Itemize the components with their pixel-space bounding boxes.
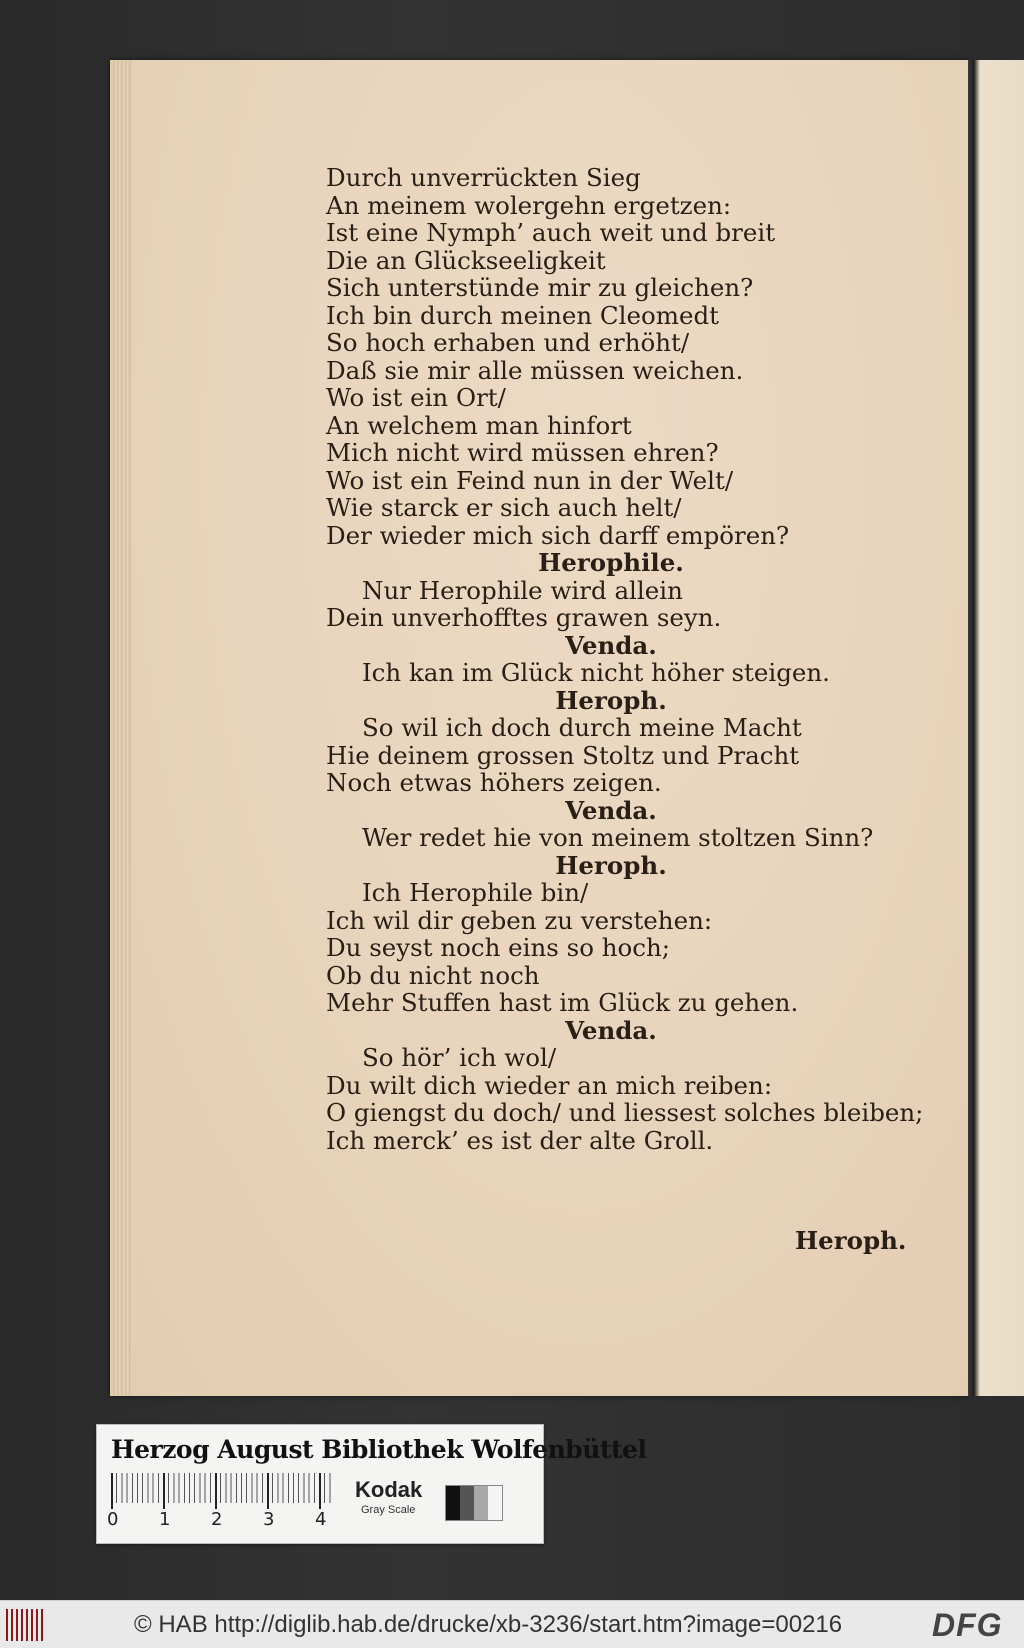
ruler-number: 3 bbox=[263, 1509, 275, 1530]
verse-line: Ist eine Nymph’ auch weit und breit bbox=[326, 218, 776, 247]
verse-line: Sich unterstünde mir zu gleichen? bbox=[326, 273, 754, 302]
library-name: Herzog August Bibliothek Wolfenbüttel bbox=[111, 1435, 647, 1464]
verse-line: Nur Herophile wird allein bbox=[362, 575, 683, 605]
verse-line: Ob du nicht noch bbox=[326, 960, 540, 990]
verse-line: Mehr Stuffen hast im Glück zu gehen. bbox=[326, 988, 799, 1017]
ruler-major-ticks bbox=[111, 1473, 341, 1509]
speaker-name: Herophile. bbox=[538, 548, 684, 577]
verse-line: Der wieder mich sich darff empören? bbox=[326, 520, 790, 550]
page-edge bbox=[110, 60, 132, 1396]
verse-line: Wo ist ein Ort/ bbox=[326, 383, 506, 412]
verse-line: Ich kan im Glück nicht höher steigen. bbox=[362, 658, 830, 687]
catchword: Heroph. bbox=[795, 1226, 907, 1255]
ruler-numbers bbox=[107, 1509, 347, 1533]
verse-line: Wo ist ein Feind nun in der Welt/ bbox=[326, 465, 734, 495]
speaker-name: Heroph. bbox=[555, 685, 667, 715]
verse-line: Die an Glückseeligkeit bbox=[326, 245, 606, 275]
verse-line: Daß sie mir alle müssen weichen. bbox=[326, 355, 744, 385]
verse-line: Du seyst noch eins so hoch; bbox=[326, 933, 671, 962]
verse-line: So hör’ ich wol/ bbox=[362, 1043, 557, 1072]
verse-line: Ich wil dir geben zu verstehen: bbox=[326, 905, 713, 935]
verse-line: Durch unverrückten Sieg bbox=[326, 163, 641, 192]
verse-line: Dein unverhofftes grawen seyn. bbox=[326, 603, 722, 632]
gray-swatches bbox=[445, 1485, 503, 1521]
gray-swatch bbox=[488, 1486, 502, 1520]
verse-line: An welchem man hinfort bbox=[326, 410, 632, 440]
speaker-name: Heroph. bbox=[555, 850, 667, 880]
footer-source-link[interactable]: © HAB http://diglib.hab.de/drucke/xb-3236/start.htm?image=00216 bbox=[134, 1611, 843, 1638]
library-color-card bbox=[96, 1424, 647, 1544]
verse-line: So wil ich doch durch meine Macht bbox=[362, 713, 802, 742]
hab-logo-icon bbox=[6, 1609, 46, 1641]
ruler-number: 1 bbox=[159, 1509, 171, 1530]
verse-line: Du wilt dich wieder an mich reiben: bbox=[326, 1070, 773, 1100]
verse-line: Hie deinem grossen Stoltz und Pracht bbox=[326, 740, 800, 770]
dfg-logo: DFG bbox=[932, 1607, 1003, 1643]
verse-line: So hoch erhaben und erhöht/ bbox=[326, 328, 690, 357]
footer-bar bbox=[0, 1600, 1024, 1648]
gray-scale-label: Gray Scale bbox=[361, 1504, 416, 1516]
verse-line: An meinem wolergehn ergetzen: bbox=[326, 190, 732, 220]
ruler-number: 2 bbox=[211, 1509, 223, 1530]
gray-swatch bbox=[474, 1486, 488, 1520]
verse-line: Mich nicht wird müssen ehren? bbox=[326, 438, 719, 467]
verse-line: Wie starck er sich auch helt/ bbox=[326, 493, 682, 522]
speaker-name: Venda. bbox=[565, 1015, 657, 1045]
kodak-brand: Kodak bbox=[355, 1477, 423, 1502]
verse-line: Ich bin durch meinen Cleomedt bbox=[326, 300, 720, 330]
verse-line: Ich Herophile bin/ bbox=[362, 878, 589, 907]
ruler-number: 0 bbox=[107, 1509, 119, 1530]
ruler-number: 4 bbox=[315, 1509, 327, 1530]
speaker-name: Venda. bbox=[565, 795, 657, 825]
verse-line: Ich merck’ es ist der alte Groll. bbox=[326, 1125, 714, 1155]
page-text bbox=[326, 163, 924, 1155]
verse-line: O giengst du doch/ und liessest solches bleiben; bbox=[326, 1098, 924, 1127]
verse-line: Wer redet hie von meinem stoltzen Sinn? bbox=[362, 823, 874, 852]
gray-swatch bbox=[446, 1486, 460, 1520]
facing-page-edge bbox=[968, 60, 1024, 1396]
gray-swatch bbox=[460, 1486, 474, 1520]
verse-line: Noch etwas höhers zeigen. bbox=[326, 768, 662, 797]
speaker-name: Venda. bbox=[565, 630, 657, 660]
